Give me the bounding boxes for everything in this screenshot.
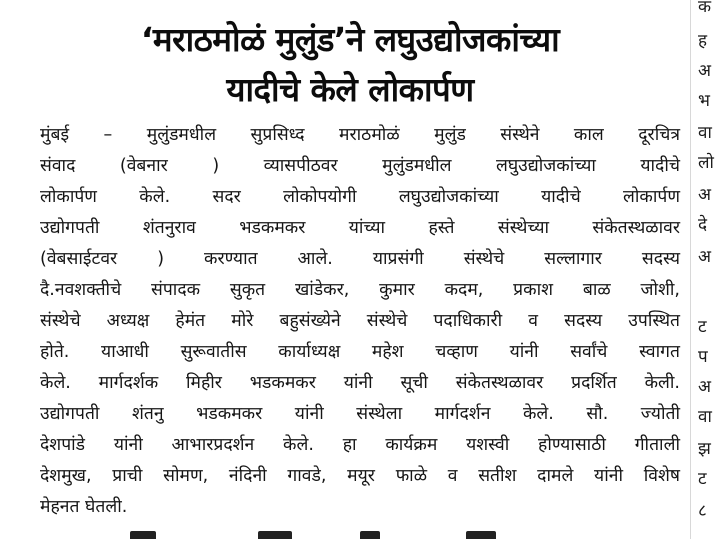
fragment-text: क bbox=[698, 0, 712, 17]
fragment-text: दे bbox=[698, 215, 708, 235]
headline-line-2: यादीचे केले लोकार्पण bbox=[226, 70, 474, 109]
body-line: संवाद (वेबनार ) व्यासपीठवर मुलुंडमधील लघुउद्योजकांच्या यादीचे bbox=[40, 156, 680, 176]
column-divider bbox=[690, 0, 691, 539]
cut-text-mark bbox=[258, 531, 292, 539]
fragment-text: ह bbox=[698, 31, 708, 51]
fragment-text: अ bbox=[698, 377, 711, 397]
fragment-text: भ bbox=[698, 91, 710, 111]
fragment-text: ट bbox=[698, 317, 707, 337]
fragment-text: वा bbox=[698, 123, 712, 143]
cut-text-mark bbox=[466, 531, 496, 539]
fragment-text: अ bbox=[698, 247, 711, 267]
body-line: उद्योगपती शंतनु भडकमकर यांनी संस्थेला मार्गदर्शन केले. सौ. ज्योती bbox=[40, 404, 680, 424]
adjacent-column-fragments bbox=[696, 0, 719, 539]
headline-line-1: ‘मराठमोळं मुलुंड’ने लघुउद्योजकांच्या bbox=[140, 20, 560, 59]
fragment-text: ट bbox=[698, 469, 707, 489]
cut-text-mark bbox=[360, 531, 380, 539]
body-line-last: मेहनत घेतली. bbox=[40, 497, 128, 517]
fragment-text: वा bbox=[698, 407, 712, 427]
cut-off-next-headline bbox=[0, 528, 690, 539]
body-line: होते. याआधी सुरूवातीस कार्याध्यक्ष महेश चव्हाण यांनी सर्वांचे स्वागत bbox=[40, 342, 680, 362]
body-line: लोकार्पण केले. सदर लोकोपयोगी लघुउद्योजकांच्या यादीचे लोकार्पण bbox=[40, 187, 680, 207]
fragment-text: लो bbox=[698, 153, 714, 173]
fragment-text: प bbox=[698, 347, 708, 367]
body-line: संस्थेचे अध्यक्ष हेमंत मोरे बहुसंख्येने संस्थेचे पदाधिकारी व सदस्य उपस्थित bbox=[40, 311, 680, 331]
body-line: (वेबसाईटवर ) करण्यात आले. याप्रसंगी संस्थेचे सल्लागार सदस्य bbox=[40, 249, 680, 269]
body-line: केले. मार्गदर्शक मिहीर भडकमकर यांनी सूची संकेतस्थळावर प्रदर्शित केली. bbox=[40, 373, 680, 393]
fragment-text: अ bbox=[698, 185, 711, 205]
body-line: उद्योगपती शंतनुराव भडकमकर यांच्या हस्ते संस्थेच्या संकेतस्थळावर bbox=[40, 218, 680, 238]
fragment-text: झ bbox=[698, 439, 711, 459]
fragment-text: अ bbox=[698, 61, 711, 81]
body-line: देशपांडे यांनी आभारप्रदर्शन केले. हा कार्यक्रम यशस्वी होण्यासाठी गीताली bbox=[40, 435, 680, 455]
fragment-text: ८ bbox=[698, 501, 707, 521]
body-line: देशमुख, प्राची सोमण, नंदिनी गावडे, मयूर फाळे व सतीश दामले यांनी विशेष bbox=[40, 466, 680, 486]
body-line: दै.नवशक्तीचे संपादक सुकृत खांडेकर, कुमार कदम, प्रकाश बाळ जोशी, bbox=[40, 280, 680, 300]
article-body bbox=[40, 120, 680, 523]
body-line: मुंबई – मुलुंडमधील सुप्रसिध्द मराठमोळं मुलुंड संस्थेने काल दूरचित्र bbox=[40, 125, 680, 145]
cut-text-mark bbox=[130, 531, 156, 539]
